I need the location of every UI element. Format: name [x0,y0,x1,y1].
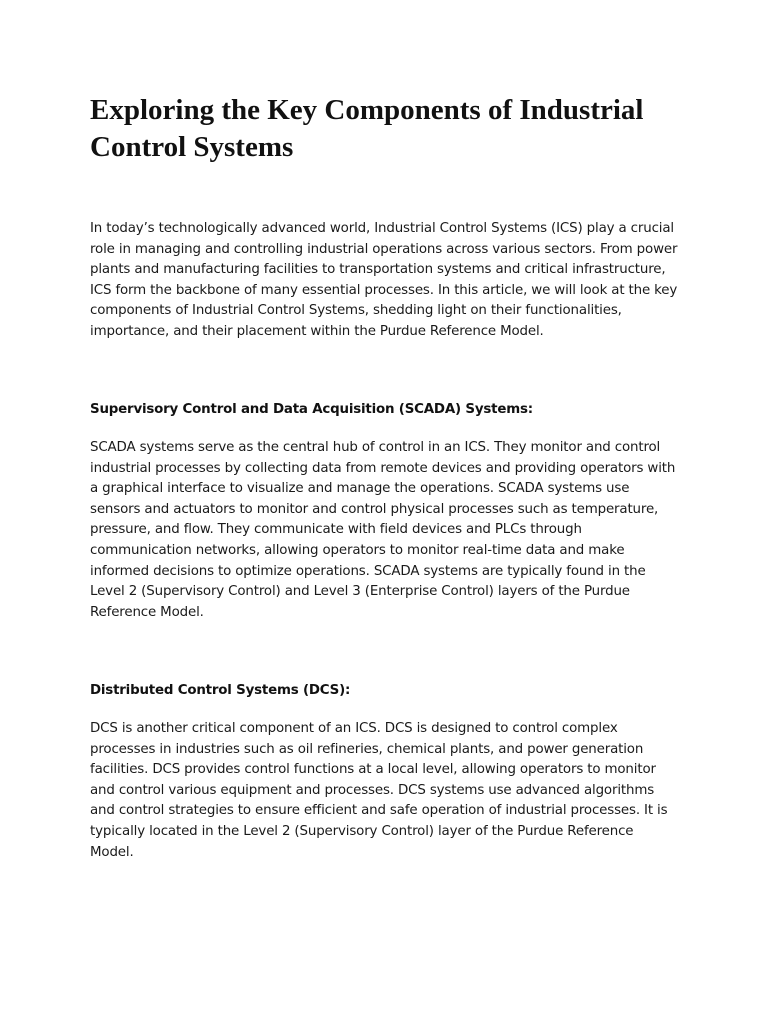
page-title: Exploring the Key Components of Industrial Control Systems [90,94,644,163]
section-heading-dcs: Distributed Control Systems (DCS): [90,683,351,698]
section-heading-scada: Supervisory Control and Data Acquisition (SCADA) Systems: [90,402,533,417]
section-body-scada: SCADA systems serve as the central hub of control in an ICS. They monitor and control industrial processes by collecting data from remote devices and providing operators with a graphical interface to visualize and manage the operations. SCADA systems use sensors and actuators to monitor and control physical processes such as temperature, pressure, and flow. They communicate with field devices and PLCs through communication networks, allowing operators to monitor real-time data and make informed decisions to optimize operations. SCADA systems are typically found in the Level 2 (Supervisory Control) and Level 3 (Enterprise Control) layers of the Purdue Reference Model. [90,440,676,620]
intro-paragraph: In today’s technologically advanced world, Industrial Control Systems (ICS) play a crucial role in managing and controlling industrial operations across various sectors. From power plants and manufacturing facilities to transportation systems and critical infrastructure, ICS form the backbone of many essential processes. In this article, we will look at the key components of Industrial Control Systems, shedding light on their functionalities, importance, and their placement within the Purdue Reference Model. [90,221,678,339]
section-body-dcs: DCS is another critical component of an ICS. DCS is designed to control complex processes in industries such as oil refineries, chemical plants, and power generation facilities. DCS provides control functions at a local level, allowing operators to monitor and control various equipment and processes. DCS systems use advanced algorithms and control strategies to ensure efficient and safe operation of industrial processes. It is typically located in the Level 2 (Supervisory Control) layer of the Purdue Reference Model. [90,721,668,860]
